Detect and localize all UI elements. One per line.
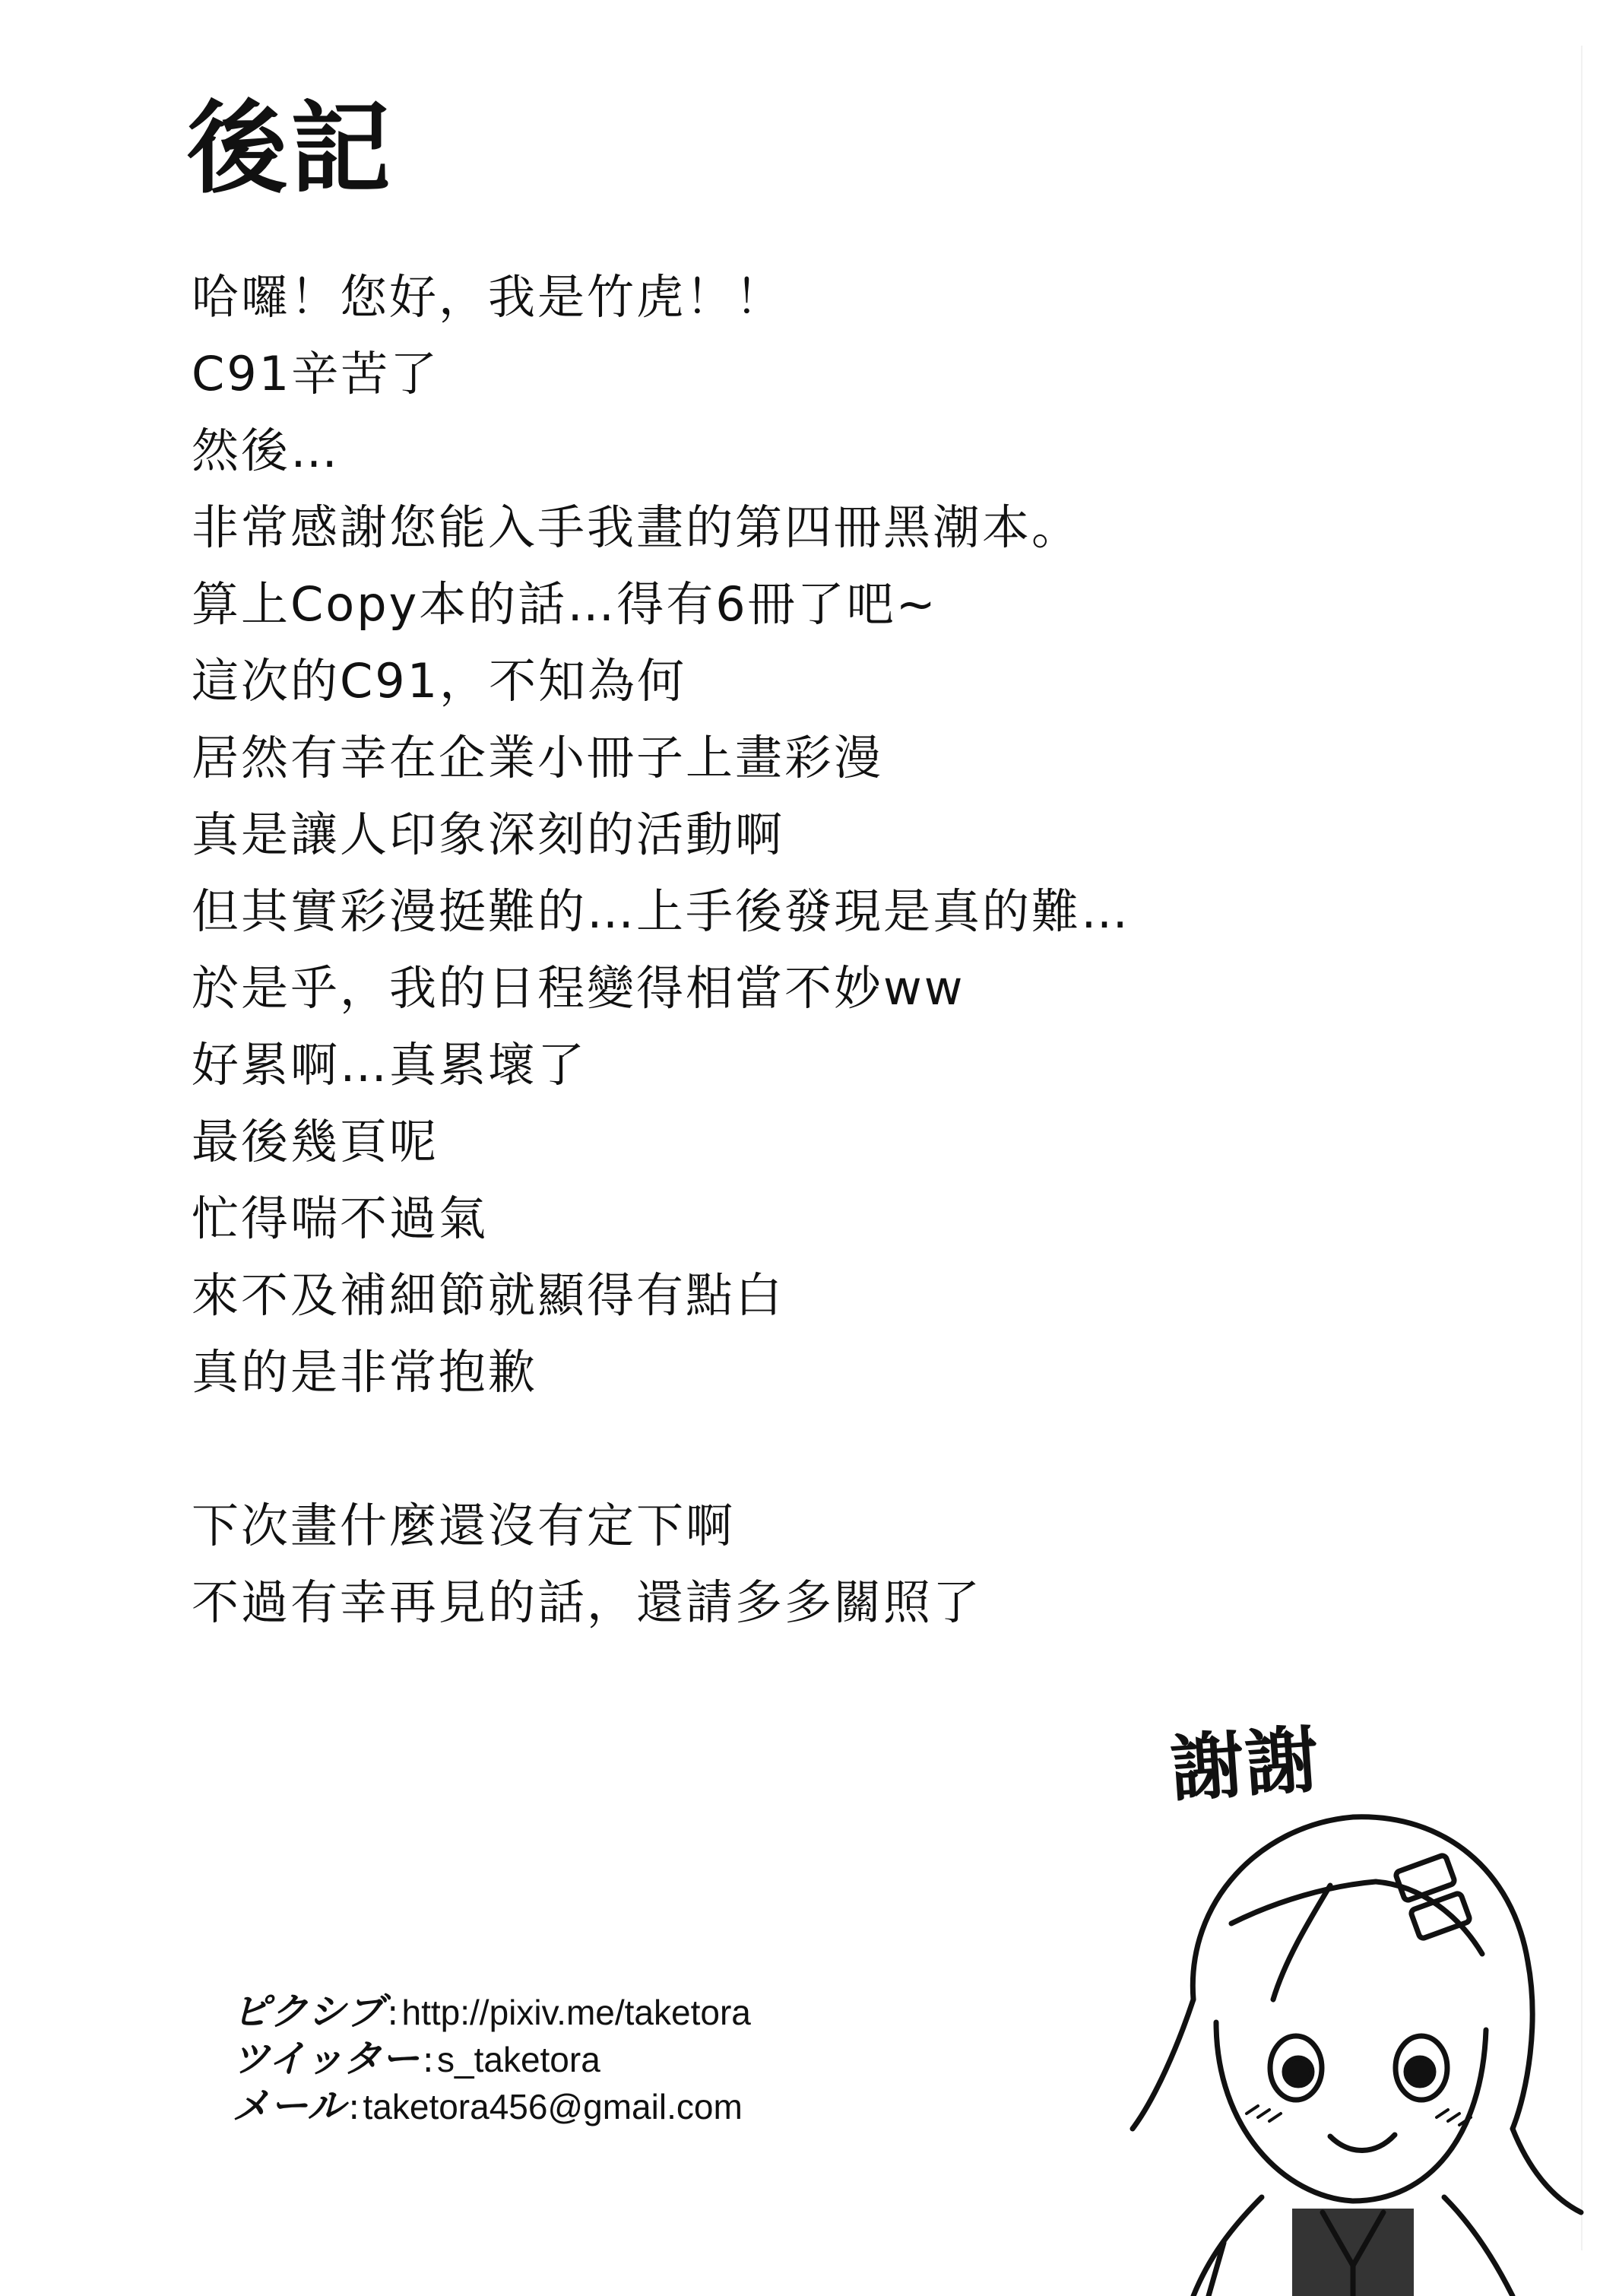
body-line: 但其實彩漫挺難的…上手後發現是真的難…: [192, 883, 1131, 939]
pixiv-link[interactable]: http://pixiv.me/taketora: [401, 1993, 751, 2032]
thanks-text: 謝謝: [1168, 1717, 1323, 1812]
body-line: 下次畫什麼還沒有定下啊: [192, 1498, 736, 1553]
contact-label: ピクシブ: [232, 1990, 384, 2034]
body-line: 居然有幸在企業小冊子上畫彩漫: [192, 730, 884, 785]
contact-row-email: [232, 2082, 751, 2130]
body-line-blank: [192, 1410, 1332, 1487]
contact-label: ツイッター: [232, 2037, 420, 2081]
body-line: 最後幾頁呢: [192, 1114, 439, 1169]
body-line: 這次的C91，不知為何: [192, 653, 687, 709]
body-line: 然後…: [192, 423, 341, 478]
body-line: 來不及補細節就顯得有點白: [192, 1267, 785, 1323]
body-line: C91辛苦了: [192, 346, 440, 401]
colon-separator: :: [387, 1992, 399, 2033]
colon-separator: :: [422, 2039, 434, 2080]
body-line: 忙得喘不過氣: [192, 1191, 489, 1246]
body-line: 非常感謝您能入手我畫的第四冊黑潮本。: [192, 499, 1082, 555]
body-line: 真的是非常抱歉: [192, 1344, 538, 1400]
body-line: 於是乎，我的日程變得相當不妙ww: [192, 960, 965, 1016]
colon-separator: :: [348, 2086, 360, 2127]
contact-row-twitter: [232, 2035, 751, 2082]
chibi-character-illustration: [1102, 1771, 1604, 2296]
contact-info: [232, 1988, 751, 2130]
body-line: 算上Copy本的話…得有6冊了吧~: [192, 576, 938, 632]
body-line: 哈囉！您好，我是竹虎！！: [192, 269, 785, 325]
contact-row-pixiv: [232, 1988, 751, 2035]
afterword-body: [192, 258, 1332, 1641]
email-address[interactable]: taketora456@gmail.com: [363, 2087, 743, 2126]
body-line: 真是讓人印象深刻的活動啊: [192, 807, 785, 862]
contact-label: メール: [232, 2084, 345, 2128]
body-line: 好累啊…真累壞了: [192, 1037, 588, 1093]
page-title: 後記: [187, 90, 394, 208]
twitter-handle[interactable]: s_taketora: [437, 2040, 600, 2079]
body-line: 不過有幸再見的話，還請多多關照了: [192, 1575, 983, 1630]
